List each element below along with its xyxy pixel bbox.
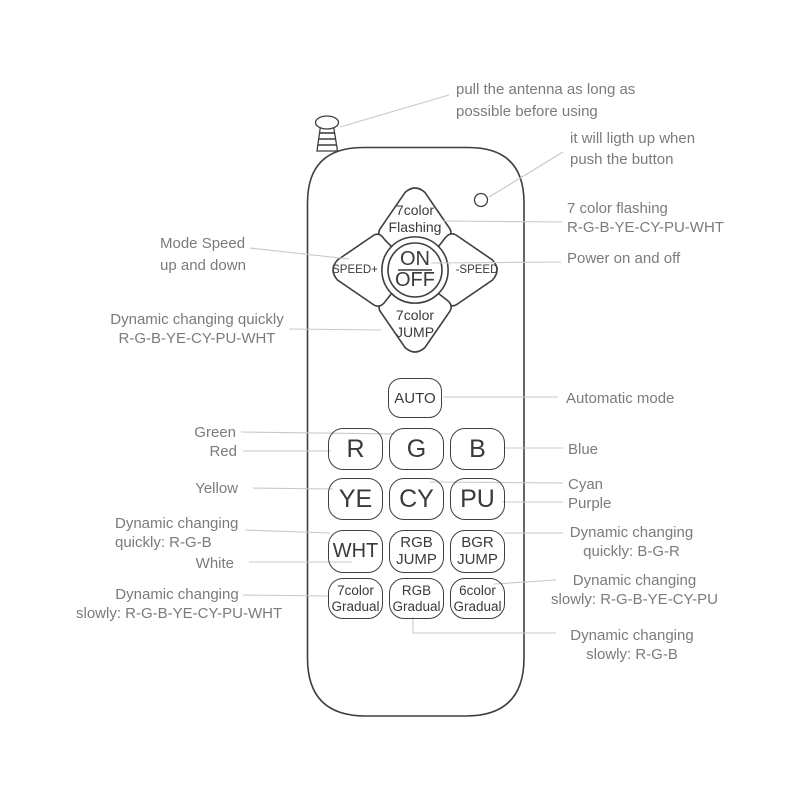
button-label: 6color	[459, 583, 496, 598]
button-label: ON	[400, 248, 430, 270]
white-button[interactable]	[328, 530, 383, 573]
button-label: 7color	[395, 202, 435, 218]
seven-color-flashing-button[interactable]	[375, 188, 455, 250]
button-label: AUTO	[394, 389, 436, 407]
gradual6-annotation: Dynamic changing slowly: R-G-B-YE-CY-PU	[551, 572, 718, 608]
led-indicator	[475, 194, 488, 207]
on-off-button[interactable]	[388, 243, 442, 297]
button-label: OFF	[395, 269, 435, 291]
antenna-icon	[316, 116, 339, 151]
red-button[interactable]	[328, 428, 383, 470]
gradual-rgb-annotation: Dynamic changing slowly: R-G-B	[570, 627, 694, 663]
bgr-jump-annotation: Dynamic changing quickly: B-G-R	[569, 524, 694, 560]
six-color-gradual-button[interactable]	[450, 578, 505, 619]
blue-button[interactable]	[450, 428, 505, 470]
white-annotation: White	[195, 555, 234, 572]
button-label: R	[346, 434, 365, 463]
led-annotation: it will ligth up when push the button	[570, 130, 696, 168]
bgr-jump-button[interactable]	[450, 530, 505, 573]
button-label: G	[406, 434, 427, 463]
cyan-annotation: Cyan	[568, 476, 604, 493]
speed-minus-button[interactable]	[447, 240, 507, 300]
button-label: RGB	[400, 534, 433, 551]
rgb-gradual-button[interactable]	[389, 578, 444, 619]
flashing-annotation: 7 color flashing R-G-B-YE-CY-PU-WHT	[567, 200, 724, 236]
rgb-jump-button[interactable]	[389, 530, 444, 573]
yellow-annotation: Yellow	[195, 480, 238, 497]
green-annotation: Green	[194, 424, 236, 441]
button-label: CY	[399, 484, 434, 513]
yellow-button[interactable]	[328, 478, 383, 520]
button-label: YE	[338, 484, 373, 513]
button-label: Flashing	[388, 219, 442, 235]
button-label: RGB	[401, 583, 432, 598]
gradual7-annotation: Dynamic changing slowly: R-G-B-YE-CY-PU-WHT	[76, 586, 283, 622]
blue-annotation: Blue	[568, 441, 599, 458]
jump7-annotation: Dynamic changing quickly R-G-B-YE-CY-PU-WHT	[110, 311, 284, 347]
purple-button[interactable]	[450, 478, 505, 520]
rgb-jump-annotation: Dynamic changing quickly: R-G-B	[115, 515, 239, 551]
purple-annotation: Purple	[568, 495, 612, 512]
seven-color-jump-button[interactable]	[375, 293, 455, 355]
button-label: JUMP	[396, 550, 437, 568]
button-label: SPEED+	[332, 264, 378, 276]
button-label: WHT	[332, 540, 379, 562]
button-label: Gradual	[331, 598, 380, 614]
button-label: -SPEED	[455, 264, 499, 276]
button-label: Gradual	[392, 598, 441, 614]
power-annotation: Power on and off	[567, 250, 681, 267]
button-label: BGR	[461, 534, 494, 551]
antenna-annotation: pull the antenna as long as possible before using	[456, 81, 636, 120]
button-label: PU	[460, 484, 495, 513]
red-annotation: Red	[209, 443, 237, 460]
auto-button[interactable]	[388, 378, 442, 418]
button-label: JUMP	[395, 324, 435, 340]
button-label: B	[469, 434, 486, 463]
cyan-button[interactable]	[389, 478, 444, 520]
mode-speed-annotation: Mode Speed up and down	[160, 235, 246, 274]
green-button[interactable]	[389, 428, 444, 470]
button-label: 7color	[395, 307, 435, 323]
seven-color-gradual-button[interactable]	[328, 578, 383, 619]
button-label: JUMP	[457, 550, 498, 568]
speed-plus-button[interactable]	[325, 240, 385, 300]
button-label: Gradual	[453, 598, 502, 614]
auto-annotation: Automatic mode	[566, 390, 675, 407]
button-label: 7color	[337, 583, 374, 598]
